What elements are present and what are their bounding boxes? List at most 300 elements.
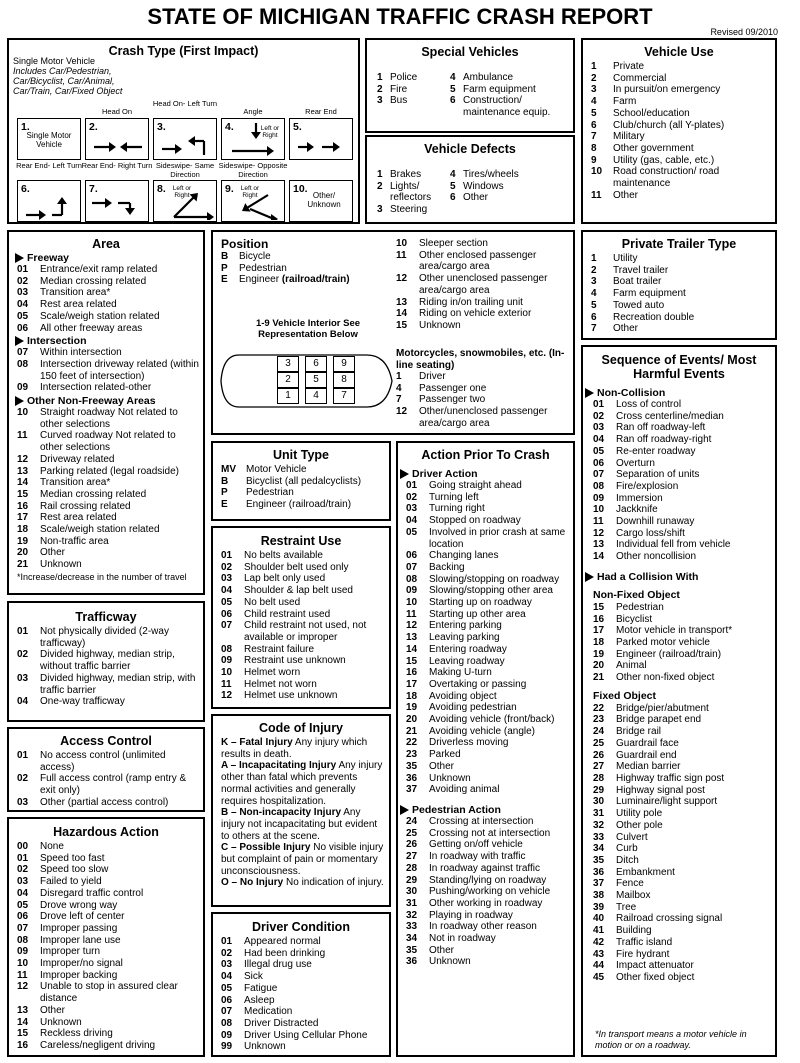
subsection-title-text: Non-Collision (597, 387, 666, 399)
crash-type-number: 2. (89, 121, 98, 133)
item-text: Avoiding animal (429, 784, 500, 796)
item-code: 08 (221, 1017, 233, 1029)
private-trailer-section (581, 230, 777, 340)
item-text: Leaving parking (429, 632, 500, 644)
list-item (396, 308, 573, 320)
item-text: Avoiding object (429, 690, 497, 702)
code-of-injury-list (213, 737, 389, 889)
item-text: Unknown (419, 319, 461, 331)
list-item (17, 673, 199, 696)
subsection-title (593, 387, 771, 399)
item-text: Bicyclist (616, 613, 653, 625)
list-item (221, 690, 385, 702)
item-code: 23 (593, 714, 605, 726)
list-item (221, 971, 385, 983)
access-control-section (7, 727, 205, 812)
list-item (406, 816, 571, 828)
list-item (591, 253, 769, 265)
item-code: 29 (406, 874, 418, 886)
item-code: 03 (406, 503, 418, 515)
list-item (221, 464, 385, 476)
list-item (396, 320, 573, 332)
item-code: 4 (591, 96, 597, 108)
item-text: Other (partial access control) (40, 796, 169, 808)
list-item (406, 609, 571, 621)
list-item (593, 937, 771, 949)
item-text: Passenger one (419, 382, 487, 394)
item-text: No belt used (244, 596, 301, 608)
subsection-title (593, 571, 771, 583)
item-code: 14 (17, 477, 29, 489)
item-text: Engineer (railroad/train) (239, 274, 350, 286)
list-item (593, 703, 771, 715)
item-text: Railroad crossing signal (616, 913, 723, 925)
list-item (593, 714, 771, 726)
list-item (406, 574, 571, 586)
crash-type-cell (85, 118, 149, 160)
item-text: Crossing not at intersection (429, 827, 551, 839)
item-code: 02 (17, 864, 29, 876)
item-text: Loss of control (616, 399, 682, 410)
item-code: 12 (593, 527, 605, 539)
list-item (593, 726, 771, 738)
list-item (406, 851, 571, 863)
item-code: 7 (591, 323, 597, 335)
access-control-list (9, 750, 203, 809)
list-item (377, 204, 449, 216)
item-code: 07 (221, 1006, 233, 1018)
item-code: 14 (17, 1016, 29, 1028)
item-text: Entering parking (429, 620, 502, 632)
item-code: 06 (17, 322, 29, 334)
list-item (591, 190, 769, 202)
item-code: 4 (396, 382, 402, 394)
list-item (17, 536, 199, 548)
item-code: 05 (17, 310, 29, 322)
item-text: Motor vehicle in transport* (616, 625, 733, 637)
item-code: 03 (17, 287, 29, 299)
item-text: Fatigue (244, 982, 278, 994)
item-code: 45 (593, 971, 605, 983)
item-text: Other (613, 323, 639, 335)
list-item (17, 276, 199, 288)
list-item (406, 585, 571, 597)
list-item (17, 958, 199, 970)
subsection-title (593, 589, 771, 601)
item-code: 01 (17, 750, 29, 761)
item-text: Separation of units (616, 469, 700, 481)
item-code: 17 (593, 625, 605, 637)
item-text: Other (613, 189, 639, 201)
item-code: 13 (593, 539, 605, 551)
item-text: Building (616, 925, 652, 937)
item-code: 99 (221, 1041, 233, 1053)
item-text: Rail crossing related (40, 500, 131, 512)
code-of-injury-heading: Code of Injury (258, 721, 344, 735)
item-code: 15 (396, 319, 408, 331)
item-code: 28 (406, 862, 418, 874)
list-item (593, 832, 771, 844)
item-code: 03 (17, 876, 29, 888)
seat-number: 9 (333, 356, 355, 372)
item-code: 5 (591, 107, 597, 119)
item-text: Pedestrian (616, 601, 664, 613)
list-item (17, 264, 199, 276)
item-code: P (221, 262, 228, 274)
item-code: 2 (377, 83, 383, 95)
item-code: 10 (593, 504, 605, 516)
item-code: 03 (17, 672, 29, 684)
vehicle-defects-col1 (377, 169, 449, 216)
injury-entry (221, 877, 385, 889)
item-text: Improper backing (40, 969, 118, 981)
list-item (593, 614, 771, 626)
item-code: 10 (406, 597, 418, 609)
item-text: Entrance/exit ramp related (40, 264, 158, 275)
item-code: 4 (450, 72, 456, 83)
item-code: 08 (593, 480, 605, 492)
item-text: Divided highway, median strip, without traffic barrier (40, 649, 175, 673)
item-text: Curb (616, 843, 638, 855)
item-text: Steering (390, 204, 428, 216)
item-text: Riding in/on trailing unit (419, 296, 523, 308)
list-item (406, 620, 571, 632)
item-text: Transition area* (40, 287, 111, 299)
item-code: 10 (17, 958, 29, 970)
triangle-marker-icon (400, 469, 409, 479)
list-item (17, 773, 199, 796)
item-text: Driveway related (40, 453, 115, 465)
list-item (593, 434, 771, 446)
list-item (406, 749, 571, 761)
list-item (593, 878, 771, 890)
item-code: 13 (406, 632, 418, 644)
list-item (591, 265, 769, 277)
item-code: 04 (221, 971, 233, 983)
item-text: Towed auto (613, 299, 665, 311)
list-item (406, 863, 571, 875)
injury-entry (221, 737, 385, 760)
item-code: P (221, 487, 228, 499)
crash-type-cell (17, 180, 81, 222)
item-text-bold: (railroad/train) (281, 274, 350, 286)
item-code: 36 (406, 956, 418, 968)
list-item (17, 407, 199, 430)
item-code: 6 (591, 119, 597, 131)
vehicle-interior-diagram (217, 345, 397, 422)
trafficway-heading: Trafficway (75, 610, 137, 624)
list-item (17, 970, 199, 982)
item-text: Unknown (40, 559, 82, 571)
item-text: Slowing/stopping other area (429, 585, 553, 597)
list-item (593, 504, 771, 516)
item-text: Other government (613, 142, 694, 154)
injury-text: Any injury which results in death. (221, 737, 368, 760)
list-item (593, 637, 771, 649)
list-item (593, 539, 771, 551)
subsection-title-text: Other Non-Freeway Areas (27, 395, 156, 408)
subsection-title (23, 335, 199, 347)
item-code: 04 (17, 887, 29, 899)
list-item (593, 649, 771, 661)
item-code: 7 (591, 131, 597, 143)
list-item (591, 155, 769, 167)
subsection-title-text: Driver Action (412, 468, 478, 480)
item-text: Medication (244, 1006, 293, 1018)
item-code: 18 (406, 690, 418, 702)
list-item (406, 562, 571, 574)
list-item (377, 181, 449, 204)
crash-type-cell (221, 180, 285, 222)
item-text: Appeared normal (244, 936, 321, 947)
list-item (406, 726, 571, 738)
list-item (221, 620, 385, 643)
item-code: 10 (591, 166, 603, 178)
list-item (221, 667, 385, 679)
item-text: Full access control (ramp entry & exit only) (40, 773, 187, 797)
list-item (406, 933, 571, 945)
list-item (593, 761, 771, 773)
item-text: Other (40, 1004, 66, 1016)
item-code: 02 (406, 491, 418, 503)
item-code: 27 (406, 851, 418, 863)
list-item (17, 1005, 199, 1017)
item-text: Embankment (616, 866, 675, 878)
item-code: 06 (406, 550, 418, 562)
item-text: Other/unenclosed passenger area/cargo area (419, 406, 548, 429)
item-code: 2 (377, 180, 383, 192)
item-text: Intersection driveway related (within 150 feet of intersection) (40, 358, 199, 382)
item-text: Construction/ maintenance equip. (463, 95, 551, 119)
item-text: Military (613, 131, 645, 143)
list-item (221, 959, 385, 971)
item-text: Scale/weigh station related (40, 524, 160, 536)
crash-type-text: Left or Right (172, 185, 192, 199)
unit-type-heading: Unit Type (272, 448, 330, 462)
list-item (593, 925, 771, 937)
item-code: 30 (593, 796, 605, 808)
vehicle-defects-col2 (450, 169, 570, 204)
item-code: 4 (591, 288, 597, 300)
list-item (221, 995, 385, 1007)
item-code: 32 (406, 909, 418, 921)
item-code: 4 (450, 169, 456, 180)
item-text: Fire (390, 83, 408, 95)
list-item (17, 888, 199, 900)
list-item (17, 696, 199, 708)
interior-title: 1-9 Vehicle Interior See Representation Below (255, 318, 361, 340)
item-code: 21 (17, 559, 29, 571)
list-item (17, 524, 199, 536)
list-item (450, 181, 570, 193)
injury-text: No visible injury but complaint of pain or momentary unconsciousness. (221, 842, 384, 877)
item-text: Curved roadway Not related to other selections (40, 430, 176, 454)
item-code: 02 (17, 649, 29, 661)
list-item (593, 551, 771, 563)
crash-type-label: Rear End- Left Turn (16, 161, 82, 170)
list-item (593, 902, 771, 914)
item-text: Ran off roadway-left (616, 422, 706, 434)
item-code: 11 (593, 516, 604, 528)
item-text: Individual fell from vehicle (616, 539, 731, 551)
list-item (593, 422, 771, 434)
item-code: 6 (450, 192, 456, 204)
item-text: Overturn (616, 457, 655, 469)
item-code: 05 (17, 899, 29, 911)
item-text: Sleeper section (419, 238, 488, 249)
item-code: 08 (221, 643, 233, 655)
item-code: 20 (593, 660, 605, 672)
item-code: 01 (17, 852, 29, 864)
list-item (406, 492, 571, 504)
item-code: 19 (406, 702, 418, 714)
item-code: 18 (17, 524, 29, 536)
item-code: 35 (406, 760, 418, 772)
item-text: Crossing at intersection (429, 815, 534, 827)
pedestrian-action-list (398, 796, 573, 968)
triangle-marker-icon (15, 396, 24, 406)
item-text: Non-traffic area (40, 535, 109, 547)
list-item (593, 773, 771, 785)
list-item (17, 382, 199, 394)
crash-type-desc-title: Single Motor Vehicle (13, 56, 96, 66)
special-vehicles-col1 (377, 72, 449, 107)
item-code: 12 (17, 981, 29, 993)
item-code: 06 (221, 994, 233, 1006)
list-item (17, 359, 199, 382)
item-text: Turning right (429, 503, 485, 515)
item-text: School/education (613, 107, 690, 119)
item-text: No belts available (244, 550, 323, 561)
list-item (593, 516, 771, 528)
crash-arrow-icon (290, 119, 351, 158)
item-code: 01 (221, 550, 233, 561)
item-code: 22 (406, 737, 418, 749)
item-code: 22 (593, 702, 605, 714)
item-text: Speed too slow (40, 864, 109, 876)
list-item (406, 945, 571, 957)
list-item (406, 644, 571, 656)
crash-arrow-icon (86, 181, 147, 220)
item-code: 17 (17, 512, 29, 524)
item-text: Re-enter roadway (616, 445, 696, 457)
item-code: 31 (593, 808, 605, 820)
page-title: STATE OF MICHIGAN TRAFFIC CRASH REPORT (147, 4, 653, 29)
item-text: Backing (429, 561, 465, 573)
trafficway-section (7, 601, 205, 722)
triangle-marker-icon (585, 388, 594, 398)
item-code: 16 (406, 667, 418, 679)
list-item (591, 131, 769, 143)
item-text: Bicyclist (all pedalcyclists) (246, 475, 362, 487)
driver-condition-list (213, 936, 389, 1053)
item-text: In pursuit/on emergency (613, 84, 721, 96)
injury-text: Any injury other than fatal which prevents normal activities and generally requires hospitalization. (221, 760, 383, 807)
item-code: 09 (221, 655, 233, 667)
list-item (17, 797, 199, 809)
item-text: Ditch (616, 854, 639, 866)
injury-text: Any injury not incapacitating but evident to others at the scene. (221, 807, 378, 842)
list-item (593, 493, 771, 505)
item-text: Bridge/pier/abutment (616, 702, 709, 714)
list-item (593, 469, 771, 481)
item-text: Immersion (616, 492, 663, 504)
item-text: Jackknife (616, 504, 658, 516)
item-code: 09 (406, 585, 418, 597)
item-code: 7 (396, 394, 402, 406)
list-item (591, 312, 769, 324)
item-code: 05 (406, 526, 418, 538)
item-code: 15 (17, 1028, 29, 1040)
item-code: 06 (221, 608, 233, 620)
seat-number: 8 (333, 372, 355, 388)
item-code: 00 (17, 841, 29, 852)
item-code: 19 (17, 535, 29, 547)
item-text: Going straight ahead (429, 480, 522, 491)
list-item (396, 383, 573, 395)
list-item (396, 273, 573, 296)
item-text: Standing/lying on roadway (429, 874, 547, 886)
item-text: Fire/explosion (616, 480, 679, 492)
item-text: Playing in roadway (429, 909, 513, 921)
item-code: 04 (593, 434, 605, 446)
seat-number: 6 (305, 356, 327, 372)
list-item (377, 169, 449, 181)
item-code: 9 (591, 154, 597, 166)
item-code: 2 (591, 72, 597, 84)
subsection-title-text: Non-Fixed Object (593, 588, 680, 601)
crash-type-cell (221, 118, 285, 160)
position-section (211, 230, 575, 435)
item-code: 02 (593, 410, 605, 422)
item-text: Other enclosed passenger area/cargo area (419, 249, 537, 273)
list-item (17, 911, 199, 923)
item-code: 12 (406, 620, 418, 632)
list-item (593, 960, 771, 972)
item-text: Lap belt only used (244, 573, 326, 585)
seat-number: 7 (333, 388, 355, 404)
hazardous-action-section (7, 817, 205, 1057)
item-text: Fire hydrant (616, 948, 670, 960)
list-item (17, 841, 199, 853)
list-item (17, 1017, 199, 1029)
list-item (593, 625, 771, 637)
list-item (593, 785, 771, 797)
crash-type-text: Other/ Unknown (307, 191, 341, 209)
subsection-title-text: Had a Collision With (597, 570, 699, 583)
injury-entry (221, 842, 385, 877)
list-item (221, 609, 385, 621)
restraint-use-section (211, 526, 391, 709)
list-item (593, 738, 771, 750)
item-code: 34 (406, 933, 418, 945)
item-code: 34 (593, 843, 605, 855)
list-item (406, 656, 571, 668)
item-code: 1 (396, 371, 402, 382)
item-text: Utility (613, 253, 638, 264)
list-item (591, 323, 769, 335)
list-item (221, 983, 385, 995)
seat-number: 4 (305, 388, 327, 404)
item-text: Helmet use unknown (244, 690, 338, 702)
item-text: Improper turn (40, 946, 101, 958)
action-prior-section (396, 441, 575, 1057)
item-text: Unknown (429, 956, 471, 968)
item-text: Boat trailer (613, 276, 662, 288)
position-list (221, 251, 391, 286)
list-item (593, 972, 771, 984)
item-text: Impact attenuator (616, 960, 694, 972)
